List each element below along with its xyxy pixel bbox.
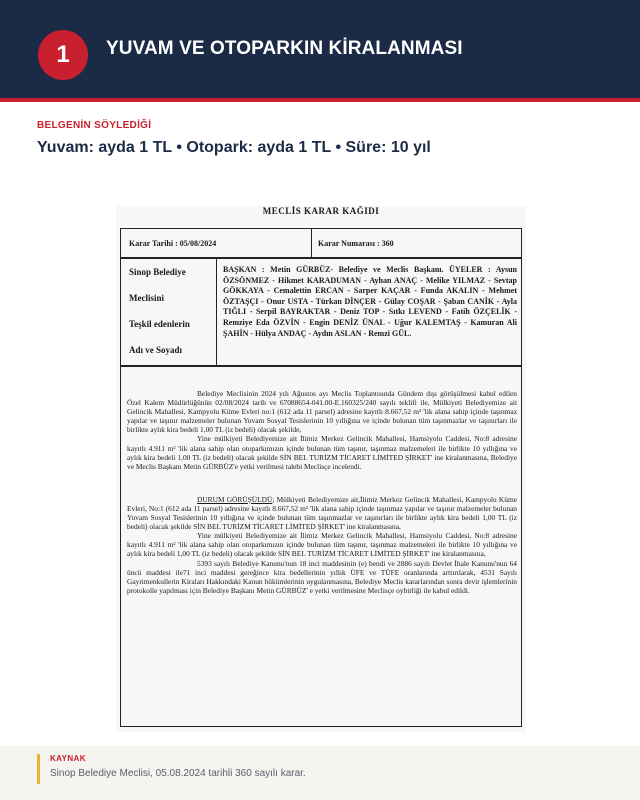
council-member-list: BAŞKAN : Metin GÜRBÜZ- Belediye ve Meclis Başkanı. ÜYELER : Aysun ÖZSÖNMEZ - Hikmet KARADUMAN - Ayhan ANAÇ - Melike YILMAZ - Sevtap GÖKKAYA - Cemalettin ERCAN - Sarper KAÇAR - Funda AKALIN - Mehmet ÖZTAŞÇI - Onur USTA - Türkan DİNÇER - Gülay COŞAR - Şaban CANİK - Ayla TIĞLI - Serpil BAYRAKTAR - Deniz TOP - Sıtkı LEVEND - Fatih ÖZÇELİK - Remziye Eda ÖZVİN - Engin DENİZ ÜNAL - Uğur KALEMTAŞ - Kamuran Ali ŞAHİN - Hülya ANDAÇ - Aydın ASLAN - Remzi GÜL.	[223, 265, 517, 338]
paragraph: Yine mülkiyeti Belediyemize ait İlimiz Merkez Gelincik Mahallesi, Hamsiyolu Caddesi, No:8 adresine kayıtlı 4.911 m² 'lik alana sahip olan otoparkımızın içinde bulunan tüm taşınır, taşınmaz malzemeleri ile birlikte 10 yıllığına ve aylık kira bedeli 1,00 TL (iz bedeli) olacak şekilde SİN BEL TURİZM TİCARET LİMİTED ŞİRKET' ine kiralanmasına, Belediye ve Meclis Başkanı Metin GÜRBÜZ'e yetki verilmesi talebi Meclisçe incelendi.	[127, 434, 517, 471]
status-heading: DURUM GÖRÜŞÜLDÜ	[197, 494, 273, 504]
section-eyebrow: BELGENİN SÖYLEDİĞİ	[37, 120, 152, 131]
paragraph: ; Mülkiyeti Belediyemize ait,İlimiz Merkez Gelincik Mahallesi, Kampyolu Küme Evleri, No:1 (612 ada 11 parsel) adresine kayıtlı 8.667,52 m² 'lik alana sahip içinde taşınmaz yapılar ve taşınır malzemeler bulunan Yuvam Sosyal Tesislerinin 10 yıllığına ve içinde bulunan tüm taşınmazlar ve taşınırları ile birlikte aylık kira bedeli 1,00 TL (iz bedeli) olacak şekilde SİN BEL TURİZM TİCARET LİMİTED ŞİRKET' ine kiralanmasına,	[127, 494, 517, 532]
summary-headline: Yuvam: ayda 1 TL • Otopark: ayda 1 TL • Süre: 10 yıl	[37, 139, 431, 156]
header-bar	[0, 0, 640, 98]
source-label: KAYNAK	[50, 754, 86, 763]
decision-info-box	[120, 228, 522, 258]
council-label: Teşkil edenlerin	[129, 319, 190, 329]
council-label: Sinop Belediye	[129, 267, 186, 277]
council-members-box	[120, 258, 522, 366]
paragraph: Belediye Meclisinin 2024 yılı Ağustos ayı Meclis Toplantısında Gündem dışı görüşülmesi kabul edilen Özel Kalem Müdürlüğünün 02/08/2024 tarih ve 67088654-041.00-E.160325/240 sayılı teklifi ile, Mülkiyeti Belediyemize ait Gelincik Mahallesi, Kampyolu Küme Evleri no:1 (612 ada 11 parsel) adresine kayıtlı 8.667,52 m² 'lik alana sahip içinde taşınmaz yapılar ve taşınır malzemeler bulunan Yuvam Sosyal Tesislerinin 10 yıllığına ve içinde bulunan tüm taşınmazlar ve taşınırları ile birlikte aylık kira bedeli 1,00 TL (iz bedeli) olacak şekilde,	[127, 389, 517, 435]
decision-date: Karar Tarihi : 05/08/2024	[129, 239, 217, 248]
source-footer	[0, 746, 640, 800]
paragraph: 5393 sayılı Belediye Kanunu'nun 18 inci maddesinin (e) bendi ve 2886 sayılı Devlet İhale Kanunu'nun 64 üncü maddesi ile71 inci maddesi gereğince kira bedellerinin yıllık ÜFE ve TÜFE oranlarında arttırılarak, 4531 Sayılı Gayrimenkullerin Kiraları Hakkındaki Kanun hükümlerinin uygulanmasına, Belediye Meclis kararlarından sonra devir işlemlerinin protokolle yapılması için Belediye Başkanı Metin GÜRBÜZ' e yetki verilmesine Meclisçe oybirliği ile kabul edildi.	[127, 558, 517, 595]
paragraph: Yine mülkiyeti Belediyemize ait İlimiz Merkez Gelincik Mahallesi, Hamsiyolu Caddesi, No:8 adresine kayıtlı 4.911 m² 'lik alana sahip olan otoparkımızın içinde bulunan tüm taşınır, taşınmaz malzemeleri ile birlikte 10 yıllığına ve aylık kira bedeli 1,00 TL (iz bedeli) olacak şekilde SİN BEL TURİZM TİCARET LİMİTED ŞİRKET' ine kiralanmasına,	[127, 531, 517, 559]
decision-number: Karar Numarası : 360	[318, 239, 394, 248]
council-labels	[129, 267, 213, 371]
decision-body-text	[127, 389, 517, 595]
divider	[311, 229, 312, 257]
page-title: YUVAM VE OTOPARKIN KİRALANMASI	[106, 38, 463, 59]
council-label: Meclisini	[129, 293, 164, 303]
source-text: Sinop Belediye Meclisi, 05.08.2024 tarihli 360 sayılı karar.	[50, 768, 306, 779]
footer-accent-bar	[37, 754, 40, 784]
section-number-badge: 1	[38, 30, 88, 80]
scanned-document	[116, 206, 526, 732]
divider	[216, 259, 217, 365]
decision-body-box	[120, 366, 522, 727]
header-accent-stripe	[0, 98, 640, 102]
document-title: MECLİS KARAR KAĞIDI	[262, 206, 380, 216]
council-label: Adı ve Soyadı	[129, 345, 183, 355]
